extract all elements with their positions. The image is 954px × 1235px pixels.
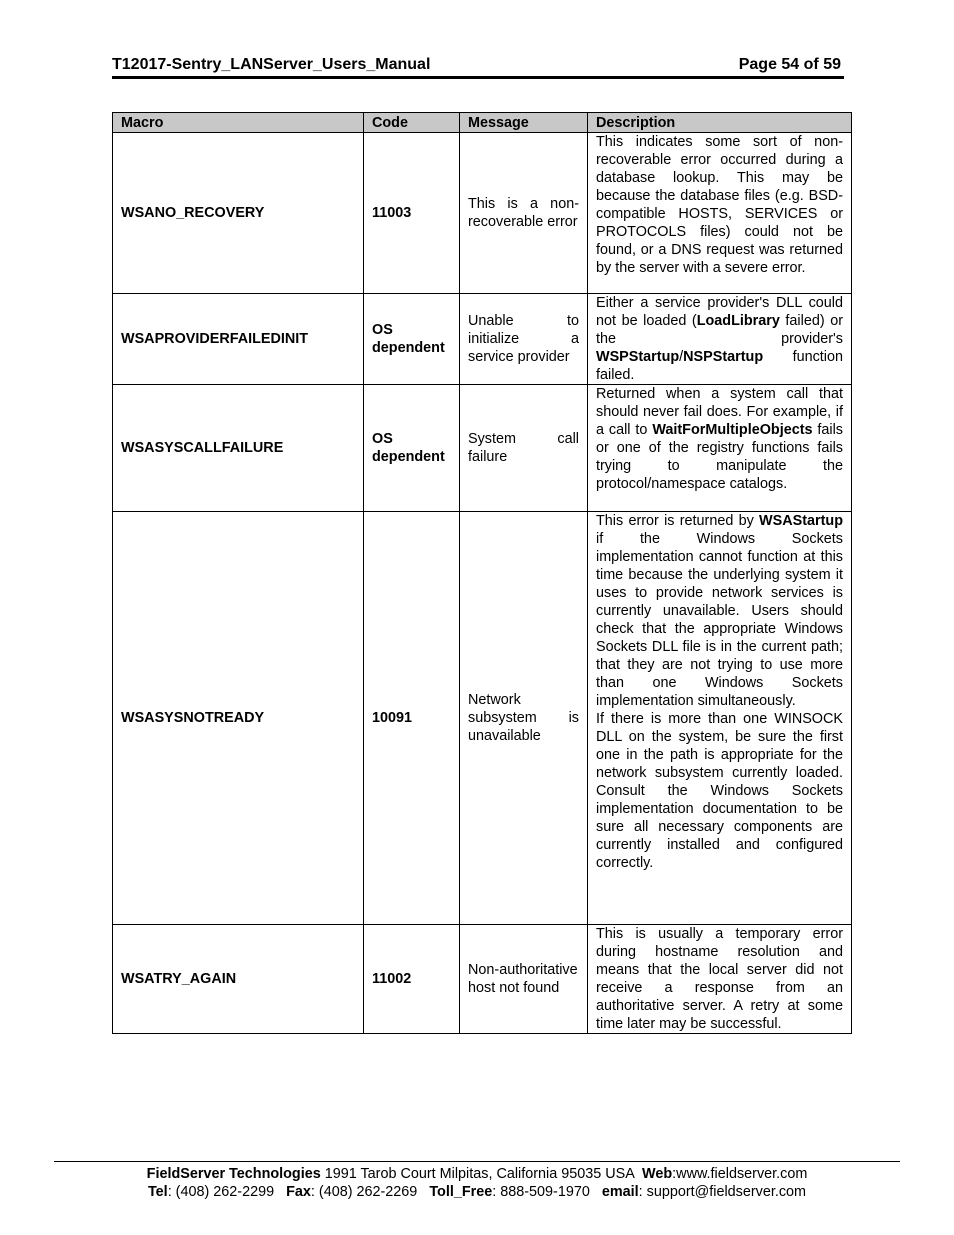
table-row — [113, 512, 852, 925]
function-name: NSPStartup — [683, 349, 764, 365]
toll-free-label: Toll_Free — [429, 1184, 493, 1200]
company-address: 1991 Tarob Court Milpitas, California 95035 USA — [320, 1166, 643, 1182]
description-text: This indicates some sort of non-recoverable error occurred during a database lookup. This may be because the database files (e.g. BSD-compatible HOSTS, SERVICES or PROTOCOLS files) could not be found, or a DNS request was returned by the server with a severe error. — [596, 134, 843, 276]
footer-rule — [54, 1161, 900, 1162]
description-text: This is usually a temporary error during hostname resolution and means that the local server did not receive a response from an authoritative server. A retry at some time later may be successful. — [596, 926, 843, 1032]
description-fragment: failed) or the provider's — [596, 313, 843, 347]
email-label: email — [601, 1184, 639, 1200]
code-cell: 10091 — [364, 512, 460, 925]
macro-cell: WSANO_RECOVERY — [113, 133, 364, 294]
column-header-message: Message — [460, 113, 588, 133]
toll-free-number: : 888-509-1970 — [492, 1184, 602, 1200]
header-rule — [112, 76, 844, 79]
code-cell: OS dependent — [364, 294, 460, 385]
code-cell: 11002 — [364, 925, 460, 1034]
description-fragment: This error is returned by — [596, 513, 760, 529]
description-fragment: / — [679, 349, 684, 365]
description-cell — [588, 133, 852, 294]
table-row — [113, 385, 852, 512]
column-header-description: Description — [588, 113, 852, 133]
company-name: FieldServer Technologies — [146, 1166, 321, 1182]
table-header-row — [113, 113, 852, 133]
message-cell: This is a non-recoverable error — [460, 133, 588, 294]
description-text — [596, 294, 843, 384]
description-cell — [588, 925, 852, 1034]
table-row — [113, 133, 852, 294]
footer-line-2 — [54, 1183, 900, 1201]
document-title: T12017-Sentry_LANServer_Users_Manual — [112, 56, 431, 73]
footer-line-1 — [54, 1165, 900, 1183]
web-label: Web — [642, 1166, 673, 1182]
tel-number: : (408) 262-2299 — [167, 1184, 287, 1200]
function-name: WSAStartup — [759, 513, 843, 529]
description-text — [596, 512, 843, 710]
web-address: :www.fieldserver.com — [672, 1166, 808, 1182]
page-number: Page 54 of 59 — [738, 56, 841, 73]
function-name: WaitForMultipleObjects — [652, 422, 813, 438]
description-cell — [588, 512, 852, 925]
description-fragment: fails or one of the registry functions fails trying to manipulate the protocol/namespace catalogs. — [596, 422, 843, 492]
macro-cell: WSATRY_AGAIN — [113, 925, 364, 1034]
column-header-macro: Macro — [113, 113, 364, 133]
function-name: LoadLibrary — [696, 313, 780, 329]
page-footer — [54, 1165, 900, 1201]
message-cell: System call failure — [460, 385, 588, 512]
error-code-table — [112, 112, 852, 1034]
description-cell — [588, 385, 852, 512]
macro-cell: WSASYSCALLFAILURE — [113, 385, 364, 512]
function-name: WSPStartup — [596, 349, 680, 365]
description-fragment: if the Windows Sockets implementation cannot function at this time because the underlying system it uses to provide network services is currently unavailable. Users should check that the appropriate Windows Sockets DLL file is in the current path; that they are not trying to use more than one Windows Sockets implementation simultaneously. — [596, 531, 843, 709]
macro-cell: WSAPROVIDERFAILEDINIT — [113, 294, 364, 385]
table-row — [113, 294, 852, 385]
description-fragment: function failed. — [596, 349, 843, 383]
fax-label: Fax — [286, 1184, 311, 1200]
fax-number: : (408) 262-2269 — [310, 1184, 430, 1200]
macro-cell: WSASYSNOTREADY — [113, 512, 364, 925]
code-cell: OS dependent — [364, 385, 460, 512]
description-fragment: Either a service provider's DLL could not be loaded ( — [596, 295, 843, 329]
message-cell: Unable to initialize a service provider — [460, 294, 588, 385]
message-cell: Network subsystem is unavailable — [460, 512, 588, 925]
message-cell: Non-authoritative host not found — [460, 925, 588, 1034]
code-cell: 11003 — [364, 133, 460, 294]
description-text — [596, 385, 843, 493]
column-header-code: Code — [364, 113, 460, 133]
tel-label: Tel — [147, 1184, 168, 1200]
description-fragment: Returned when a system call that should never fail does. For example, if a call to — [596, 386, 843, 438]
description-text: If there is more than one WINSOCK DLL on the system, be sure the first one in the path is appropriate for the network subsystem currently loaded. Consult the Windows Sockets implementation documentation to be sure all necessary components are currently installed and configured correctly. — [596, 711, 843, 871]
email-address: : support@fieldserver.com — [638, 1184, 807, 1200]
description-cell — [588, 294, 852, 385]
table-row — [113, 925, 852, 1034]
